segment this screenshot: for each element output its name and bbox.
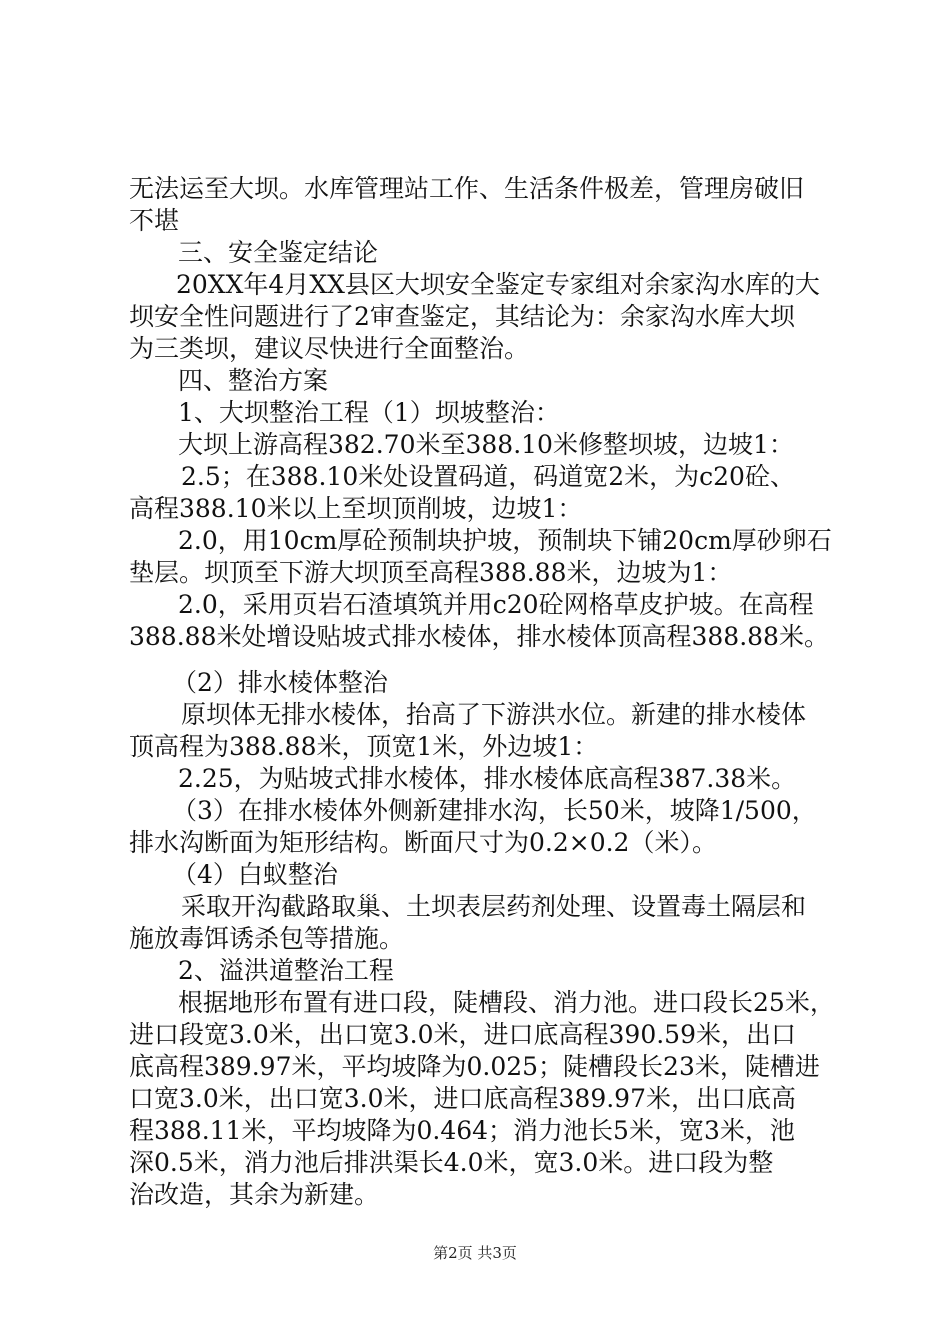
text-line-11: 高程388.10米以上至坝顶削坡，边坡1：	[129, 494, 583, 523]
text-line-2: 不堪	[129, 206, 180, 235]
subsection-heading-1: 1、大坝整治工程（1）坝坡整治：	[178, 398, 560, 427]
text-line-31: 深0.5米，消力池后排洪渠长4.0米，宽3.0米。进口段为整	[129, 1148, 774, 1177]
section-heading-4: 四、整治方案	[178, 366, 329, 395]
text-line-27: 进口段宽3.0米，出口宽3.0米，进口底高程390.59米，出口	[129, 1020, 796, 1049]
text-line-9: 大坝上游高程382.70米至388.10米修整坝坡，边坡1：	[178, 430, 794, 459]
subsection-heading-2: （2）排水棱体整治	[172, 668, 388, 697]
text-line-21: 排水沟断面为矩形结构。断面尺寸为0.2×0.2（米）。	[129, 828, 717, 857]
text-line-19: 2.25，为贴坡式排水棱体，排水棱体底高程387.38米。	[178, 764, 797, 793]
text-line-4: 20XX年4月XX县区大坝安全鉴定专家组对余家沟水库的大	[176, 270, 820, 299]
text-line-29: 口宽3.0米，出口宽3.0米，进口底高程389.97米，出口底高	[129, 1084, 796, 1113]
text-line-12: 2.0，用10cm厚砼预制块护坡，预制块下铺20cm厚砂卵石	[178, 526, 832, 555]
text-line-1: 无法运至大坝。水库管理站工作、生活条件极差，管理房破旧	[129, 174, 805, 203]
text-line-30: 程388.11米，平均坡降为0.464；消力池长5米，宽3米，池	[129, 1116, 795, 1145]
text-line-24: 施放毒饵诱杀包等措施。	[129, 924, 405, 953]
text-line-5: 坝安全性问题进行了2审查鉴定，其结论为：余家沟水库大坝	[129, 302, 795, 331]
text-line-18: 顶高程为388.88米，顶宽1米，外边坡1：	[129, 732, 599, 761]
text-line-28: 底高程389.97米，平均坡降为0.025；陡槽段长23米，陡槽进	[129, 1052, 820, 1081]
text-line-20: （3）在排水棱体外侧新建排水沟，长50米，坡降1/500，	[172, 796, 817, 825]
subsection-heading-4: （4）白蚁整治	[172, 860, 338, 889]
section-heading-3: 三、安全鉴定结论	[178, 238, 379, 267]
text-line-32: 治改造，其余为新建。	[129, 1180, 380, 1209]
text-line-6: 为三类坝，建议尽快进行全面整治。	[129, 334, 530, 363]
subsection-heading-spillway: 2、溢洪道整治工程	[178, 956, 394, 985]
text-line-10: 2.5；在388.10米处设置码道，码道宽2米，为c20砼、	[181, 462, 795, 491]
text-line-26: 根据地形布置有进口段，陡槽段、消力池。进口段长25米，	[178, 988, 835, 1017]
page-footer: 第2页 共3页	[433, 1244, 517, 1262]
text-line-14: 2.0，采用页岩石渣填筑并用c20砼网格草皮护坡。在高程	[178, 590, 814, 619]
text-line-23: 采取开沟截路取巢、土坝表层药剂处理、设置毒土隔层和	[181, 892, 807, 921]
text-line-15: 388.88米处增设贴坡式排水棱体，排水棱体顶高程388.88米。	[129, 622, 829, 651]
text-line-13: 垫层。坝顶至下游大坝顶至高程388.88米，边坡为1：	[129, 558, 733, 587]
text-line-17: 原坝体无排水棱体，抬高了下游洪水位。新建的排水棱体	[181, 700, 807, 729]
